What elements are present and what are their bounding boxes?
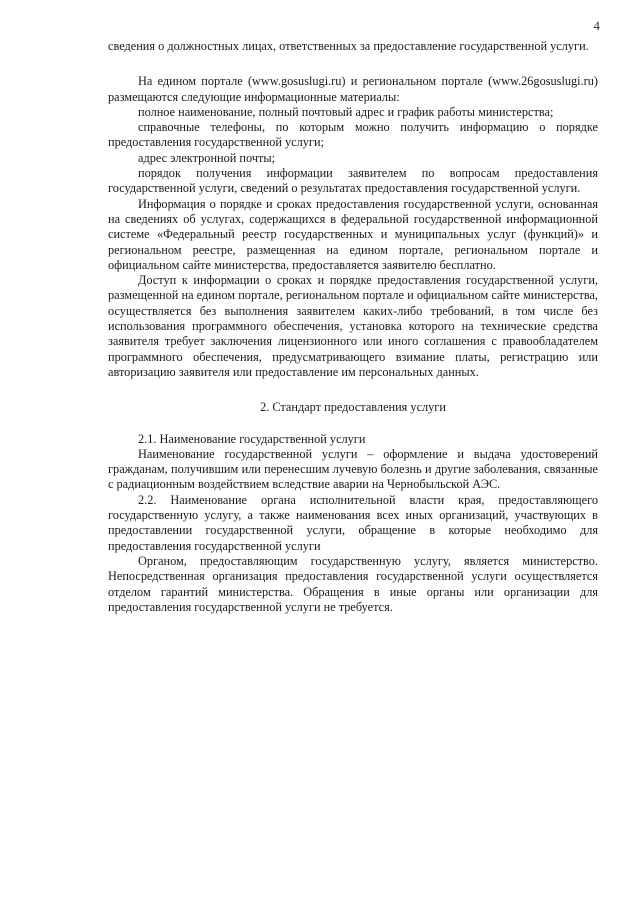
paragraph: Информация о порядке и сроках предоставления государственной услуги, основанная на сведениях об услугах, содержащихся в федеральной государственной информационной системе «Федеральный реестр государственных и муниципальных услуг (функций)» и региональном реестре, размещенная на едином портале, региональном портале и официальном сайте министерства, предоставляется заявителю бесплатно. xyxy=(108,196,598,272)
spacer xyxy=(108,416,598,432)
paragraph: Органом, предоставляющим государственную услугу, является министерство. Непосредственная организация предоставления государственной услуги осуществляется отделом гарантий министерства. Обращения в иные органы или организации для предоставления государственной услуги не требуется. xyxy=(108,553,598,614)
paragraph: справочные телефоны, по которым можно получить информацию о порядке предоставления государственной услуги; xyxy=(108,120,598,150)
paragraph: сведения о должностных лицах, ответственных за предоставление государственной услуги. xyxy=(108,39,589,53)
subsection-title: 2.2. Наименование органа исполнительной власти края, предоставляющего государственную услугу, а также наименования всех иных организаций, участвующих в предоставлении государственной услуги, обращение в которые необходимо для предоставления государственной услуги xyxy=(108,492,598,553)
spacer xyxy=(108,380,598,400)
section-heading: 2. Стандарт предоставления услуги xyxy=(260,400,446,415)
paragraph: порядок получения информации заявителем по вопросам предоставления государственной услуги, сведений о результатах предоставления государственной услуги. xyxy=(108,166,598,196)
document-body xyxy=(108,39,598,615)
subsection-title: 2.1. Наименование государственной услуги xyxy=(138,431,366,446)
paragraph: На едином портале (www.gosuslugi.ru) и региональном портале (www.26gosuslugi.ru) размещаются следующие информационные материалы: xyxy=(108,74,598,104)
paragraph: Наименование государственной услуги – оформление и выдача удостоверений гражданам, получившим или перенесшим лучевую болезнь и другие заболевания, связанные с радиационным воздействием вследствие аварии на Чернобыльской АЭС. xyxy=(108,446,598,492)
paragraph: полное наименование, полный почтовый адрес и график работы министерства; xyxy=(138,104,554,119)
spacer xyxy=(108,54,598,74)
paragraph: Доступ к информации о сроках и порядке предоставления государственной услуги, размещенной на едином портале, региональном портале и официальном сайте министерства, осуществляется без выполнения заявителем каких-либо требований, в том числе без использования программного обеспечения, установка которого на технические средства заявителя требует заключения лицензионного или иного соглашения с правообладателем программного обеспечения, предусматривающего взимание платы, регистрацию или авторизацию заявителя или предоставление им персональных данных. xyxy=(108,273,598,379)
paragraph: адрес электронной почты; xyxy=(138,150,276,165)
page-number: 4 xyxy=(593,18,600,33)
